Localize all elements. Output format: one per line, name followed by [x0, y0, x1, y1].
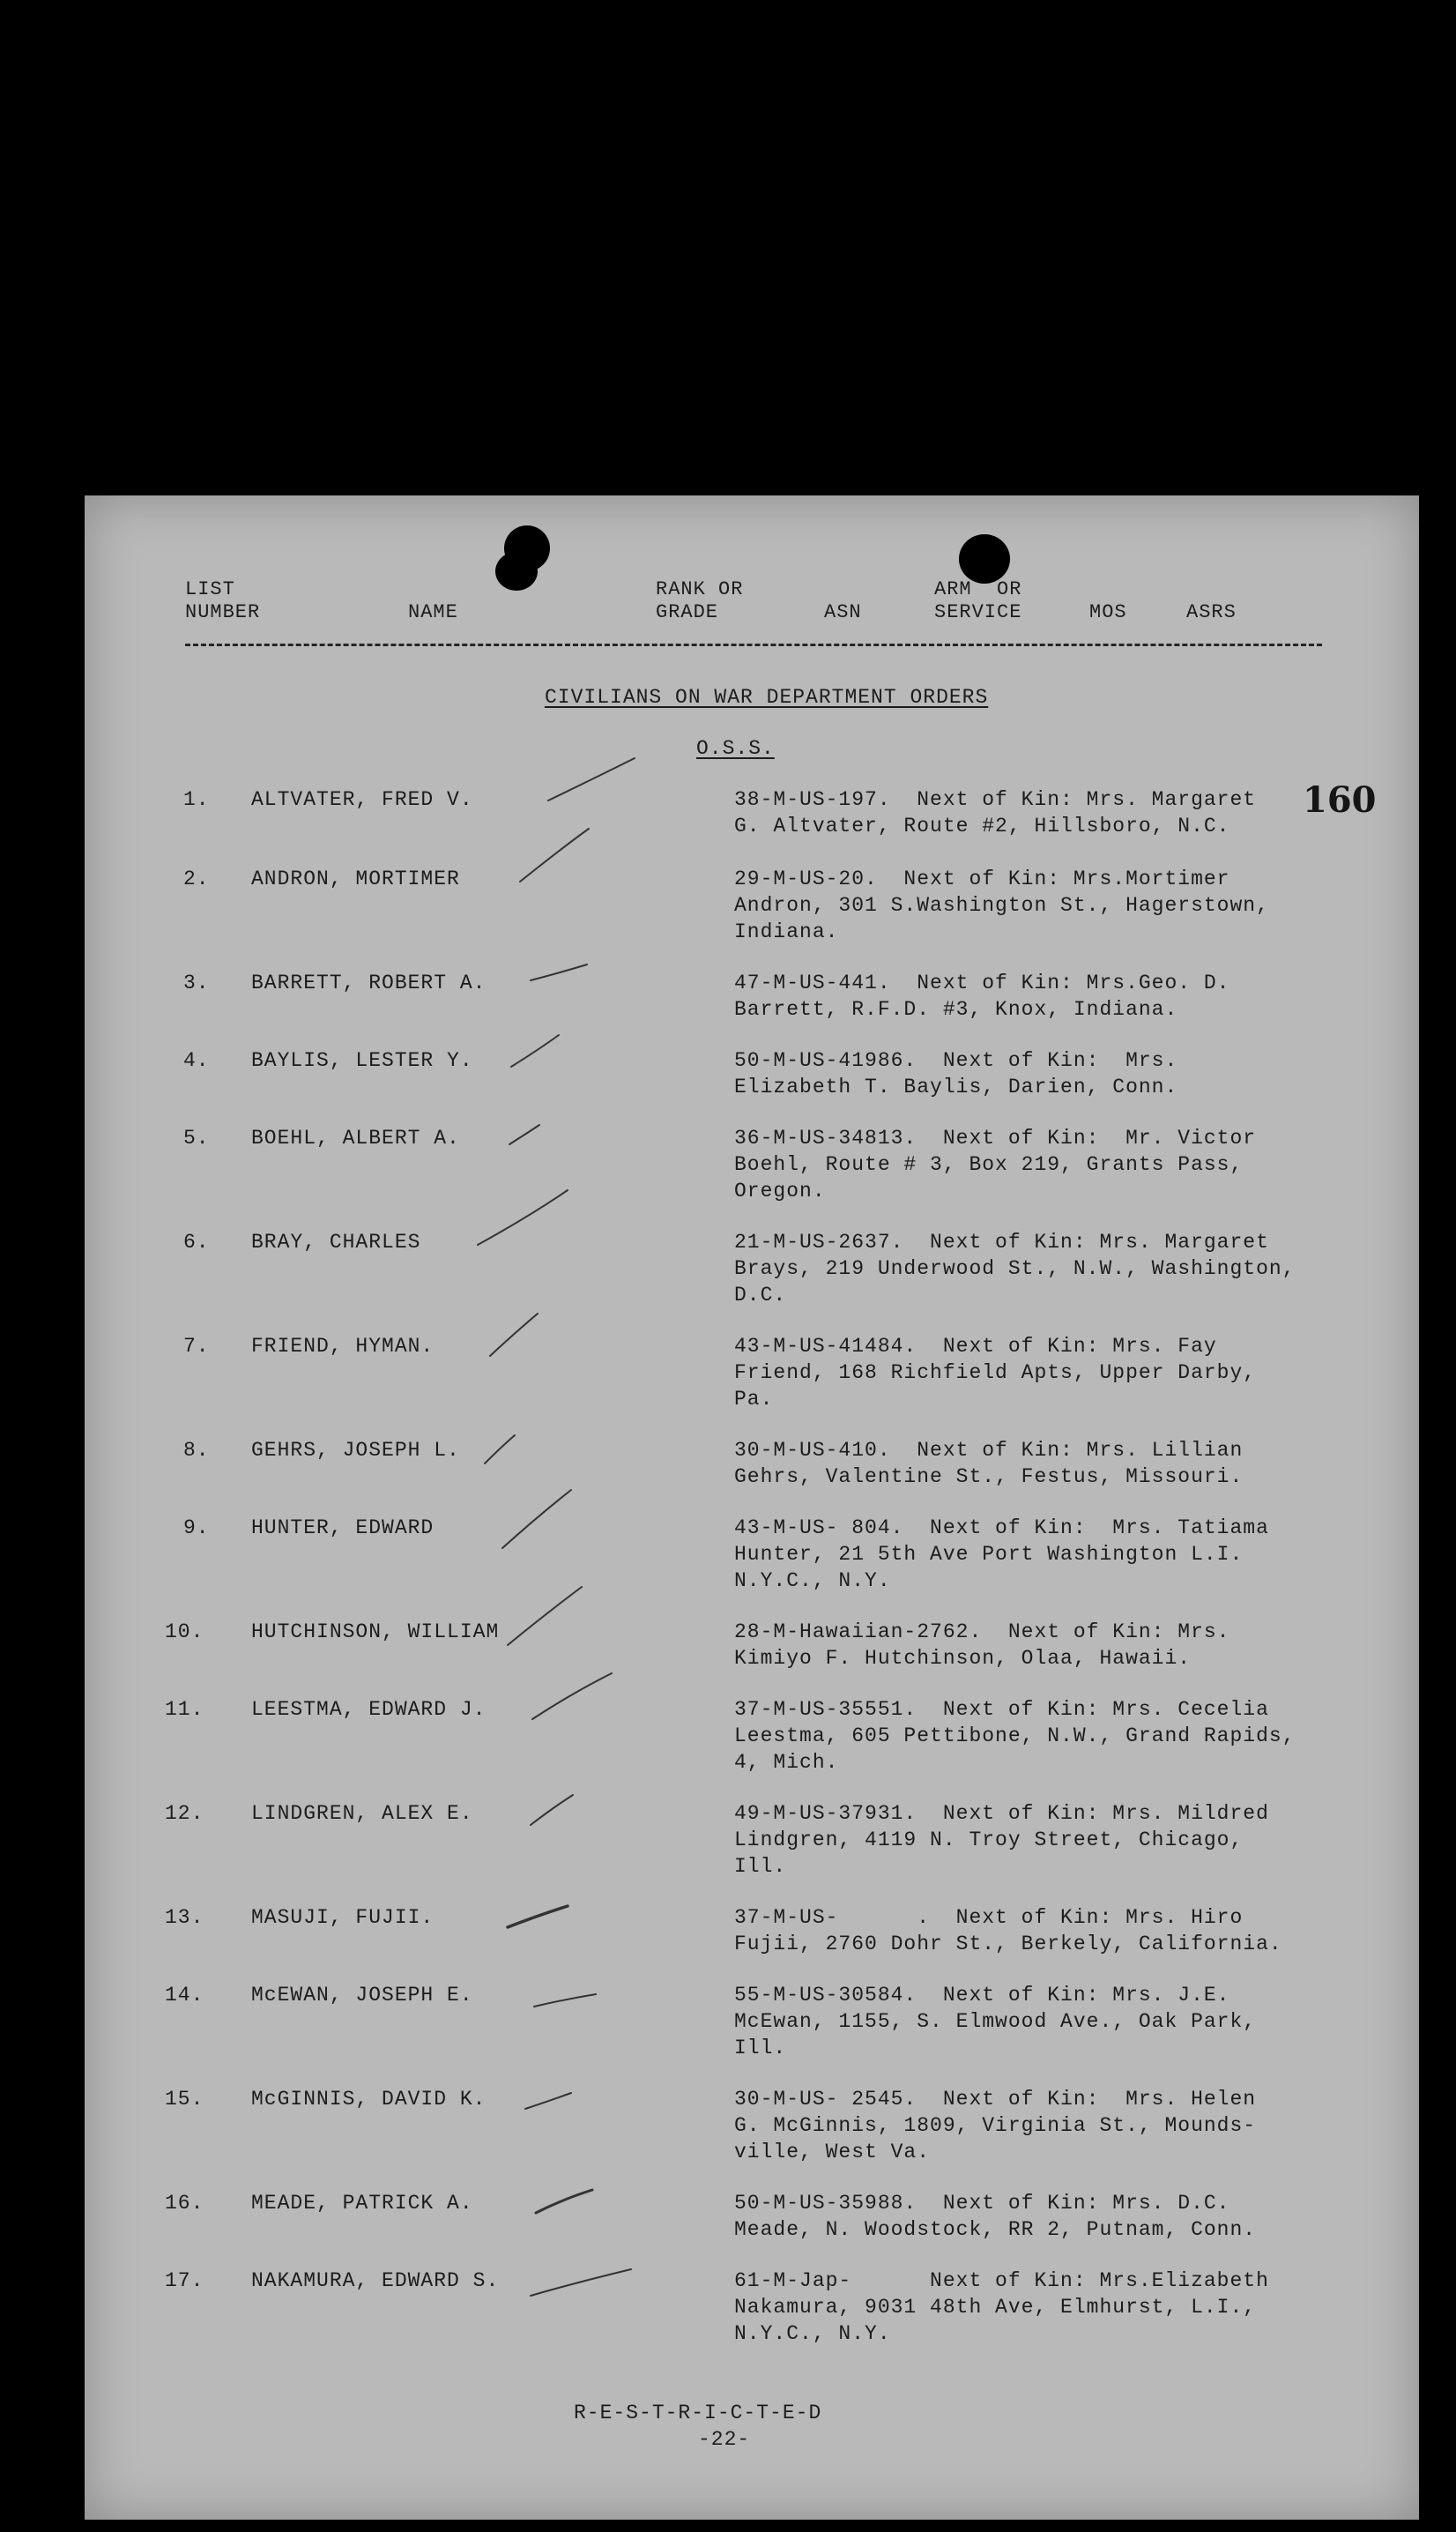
entry-details: 30-M-US- 2545. Next of Kin: Mrs. Helen G. McGinnis, 1809, Virginia St., Mounds- ville, West Va. [734, 2088, 1257, 2163]
entry-number: 4. [183, 1049, 210, 1072]
entry-number: 13. [165, 1906, 204, 1929]
entry-name: BARRETT, ROBERT A. [251, 972, 487, 994]
restricted-marking: R-E-S-T-R-I-C-T-E-D [574, 2402, 822, 2424]
col-mos: MOS [1089, 601, 1127, 623]
punch-hole [495, 552, 538, 591]
entry-name: MEADE, PATRICK A. [251, 2192, 473, 2215]
entry-name: LEESTMA, EDWARD J. [251, 1698, 487, 1721]
entry-name: GEHRS, JOSEPH L. [251, 1439, 460, 1462]
col-list-number: LIST NUMBER [185, 578, 261, 623]
entry-details: 29-M-US-20. Next of Kin: Mrs.Mortimer Andron, 301 S.Washington St., Hagerstown, Indiana. [734, 868, 1269, 943]
entry-number: 9. [183, 1516, 210, 1539]
header-divider [185, 644, 1322, 646]
entry-name: FRIEND, HYMAN. [251, 1335, 435, 1358]
entry-number: 17. [165, 2269, 204, 2292]
col-arm-service: ARM OR SERVICE [934, 578, 1022, 623]
entry-details: 37-M-US- . Next of Kin: Mrs. Hiro Fujii, 2760 Dohr St., Berkely, California. [734, 1906, 1282, 1955]
entry-number: 6. [183, 1231, 210, 1254]
entry-details: 28-M-Hawaiian-2762. Next of Kin: Mrs. Kimiyo F. Hutchinson, Olaa, Hawaii. [734, 1620, 1230, 1670]
entry-number: 14. [165, 1984, 204, 2007]
entry-name: ALTVATER, FRED V. [251, 788, 473, 811]
entry-details: 37-M-US-35551. Next of Kin: Mrs. Cecelia Leestma, 605 Pettibone, N.W., Grand Rapids, 4, Mich. [734, 1698, 1296, 1774]
entry-name: BOEHL, ALBERT A. [251, 1127, 460, 1150]
entry-number: 8. [183, 1439, 210, 1462]
stamped-number: 160 [1303, 779, 1377, 821]
col-rank-grade: RANK OR GRADE [656, 578, 744, 623]
entry-name: McGINNIS, DAVID K. [251, 2088, 487, 2111]
entry-number: 16. [165, 2192, 204, 2215]
entry-number: 12. [165, 1802, 204, 1825]
entry-details: 50-M-US-41986. Next of Kin: Mrs. Elizabeth T. Baylis, Darien, Conn. [734, 1049, 1178, 1098]
punch-hole [959, 534, 1010, 584]
entry-details: 30-M-US-410. Next of Kin: Mrs. Lillian Gehrs, Valentine St., Festus, Missouri. [734, 1439, 1244, 1488]
entry-number: 15. [165, 2088, 204, 2111]
col-name: NAME [408, 601, 458, 623]
col-asrs: ASRS [1186, 601, 1237, 623]
entry-name: ANDRON, MORTIMER [251, 868, 460, 890]
entry-details: 21-M-US-2637. Next of Kin: Mrs. Margaret Brays, 219 Underwood St., N.W., Washington, D.C. [734, 1231, 1296, 1307]
entry-number: 7. [183, 1335, 210, 1358]
entry-name: HUNTER, EDWARD [251, 1516, 435, 1539]
entry-name: BRAY, CHARLES [251, 1231, 421, 1254]
entry-name: LINDGREN, ALEX E. [251, 1802, 473, 1825]
entry-name: HUTCHINSON, WILLIAM [251, 1620, 500, 1643]
entry-name: BAYLIS, LESTER Y. [251, 1049, 473, 1072]
col-asn: ASN [824, 601, 862, 623]
entry-number: 1. [183, 788, 210, 811]
entry-details: 61-M-Jap- Next of Kin: Mrs.Elizabeth Nakamura, 9031 48th Ave, Elmhurst, L.I., N.Y.C., N.Y. [734, 2269, 1269, 2345]
page-number: -22- [698, 2428, 751, 2451]
document-title: CIVILIANS ON WAR DEPARTMENT ORDERS [545, 686, 989, 709]
entry-details: 36-M-US-34813. Next of Kin: Mr. Victor Boehl, Route # 3, Box 219, Grants Pass, Oregon. [734, 1127, 1257, 1203]
entry-number: 11. [165, 1698, 204, 1721]
entry-number: 5. [183, 1127, 210, 1150]
entry-details: 47-M-US-441. Next of Kin: Mrs.Geo. D. Barrett, R.F.D. #3, Knox, Indiana. [734, 972, 1230, 1021]
entry-name: McEWAN, JOSEPH E. [251, 1984, 473, 2007]
entry-name: NAKAMURA, EDWARD S. [251, 2269, 500, 2292]
section-title: O.S.S. [696, 737, 775, 760]
entry-details: 49-M-US-37931. Next of Kin: Mrs. Mildred Lindgren, 4119 N. Troy Street, Chicago, Ill. [734, 1802, 1269, 1878]
entry-details: 38-M-US-197. Next of Kin: Mrs. Margaret G. Altvater, Route #2, Hillsboro, N.C. [734, 788, 1257, 838]
entry-number: 3. [183, 972, 210, 994]
entry-name: MASUJI, FUJII. [251, 1906, 435, 1929]
entry-details: 55-M-US-30584. Next of Kin: Mrs. J.E. McEwan, 1155, S. Elmwood Ave., Oak Park, Ill. [734, 1984, 1257, 2059]
entry-details: 43-M-US-41484. Next of Kin: Mrs. Fay Friend, 168 Richfield Apts, Upper Darby, Pa. [734, 1335, 1257, 1411]
entry-details: 50-M-US-35988. Next of Kin: Mrs. D.C. Meade, N. Woodstock, RR 2, Putnam, Conn. [734, 2192, 1257, 2241]
entry-number: 10. [165, 1620, 204, 1643]
entry-number: 2. [183, 868, 210, 890]
entry-details: 43-M-US- 804. Next of Kin: Mrs. Tatiama Hunter, 21 5th Ave Port Washington L.I. N.Y.C., N.Y. [734, 1516, 1269, 1592]
